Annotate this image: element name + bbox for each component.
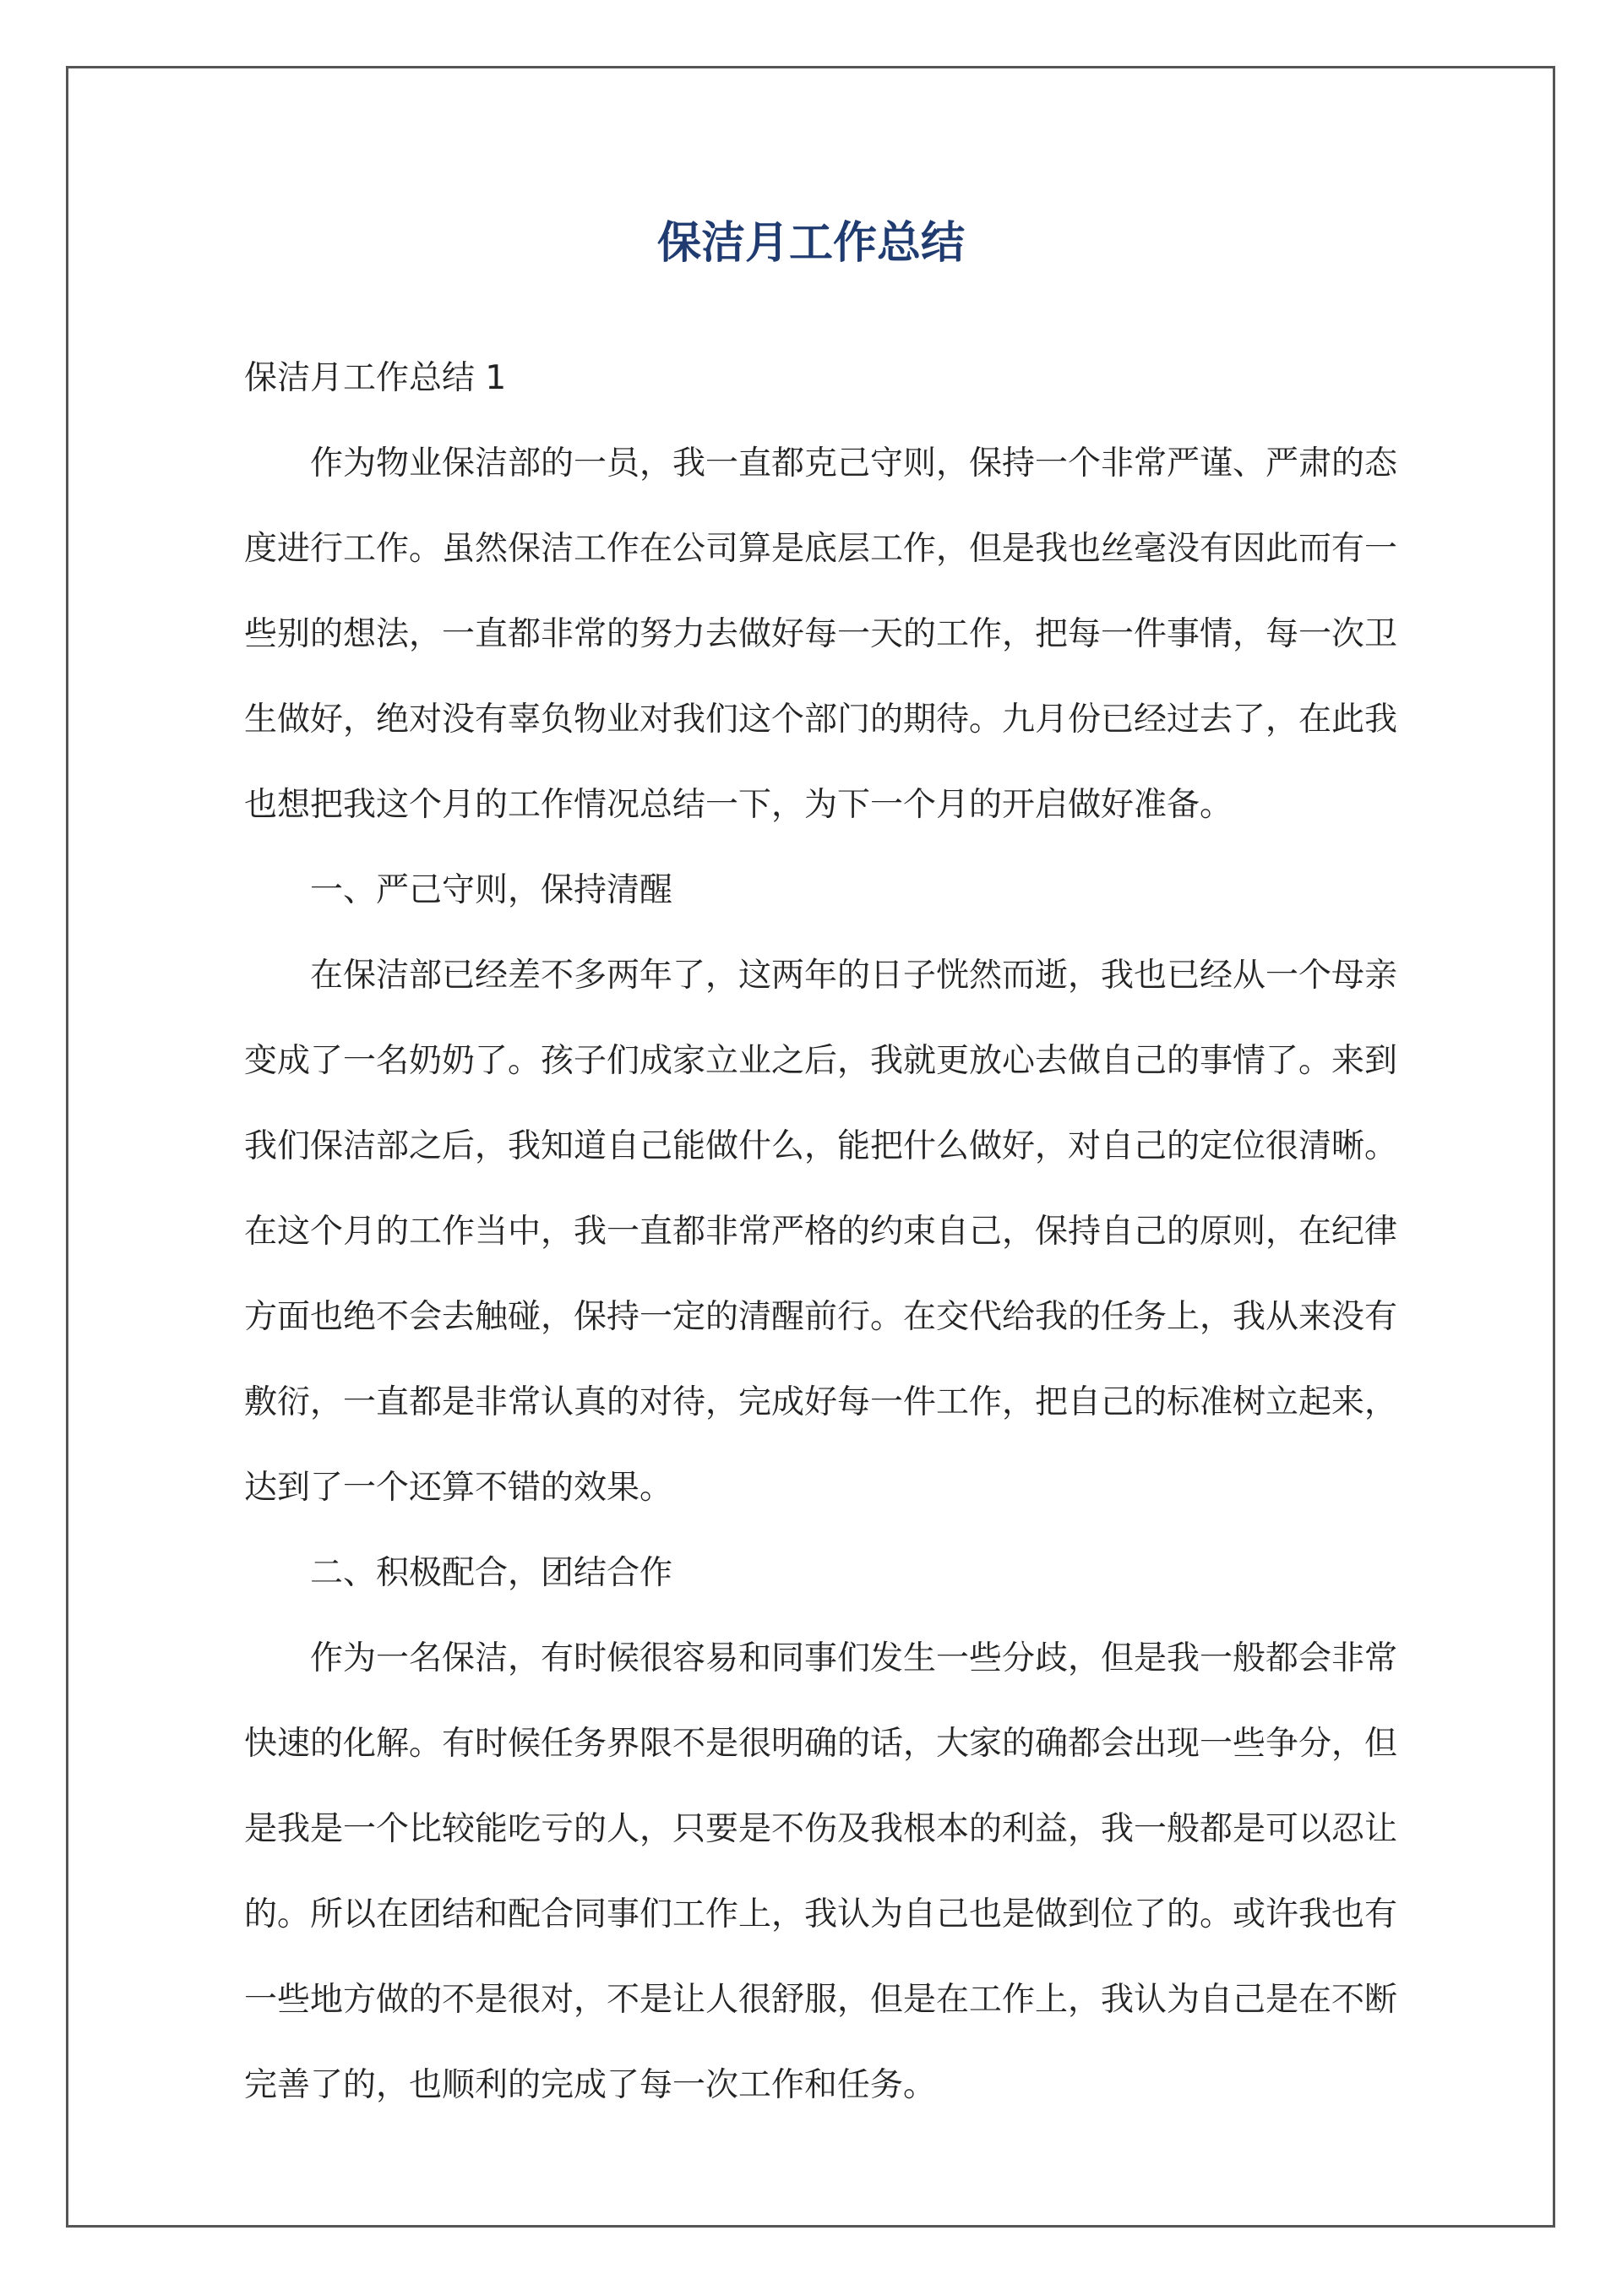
text-line: 一、严己守则，保持清醒 <box>310 871 673 909</box>
text-line: 敷衍，一直都是非常认真的对待，完成好每一件工作，把自己的标准树立起来， <box>244 1383 1398 1421</box>
text-line: 一些地方做的不是很对，不是让人很舒服，但是在工作上，我认为自己是在不断 <box>244 1981 1398 2019</box>
text-line: 的。所以在团结和配合同事们工作上，我认为自己也是做到位了的。或许我也有 <box>244 1895 1398 1933</box>
text-line: 方面也绝不会去触碰，保持一定的清醒前行。在交代给我的任务上，我从来没有 <box>244 1298 1398 1336</box>
text-line: 也想把我这个月的工作情况总结一下，为下一个月的开启做好准备。 <box>244 786 1233 824</box>
text-line: 保洁月工作总结 1 <box>244 359 507 397</box>
text-line: 我们保洁部之后，我知道自己能做什么，能把什么做好，对自己的定位很清晰。 <box>244 1127 1398 1165</box>
text-line: 作为一名保洁，有时候很容易和同事们发生一些分歧，但是我一般都会非常 <box>310 1639 1398 1677</box>
text-line: 在这个月的工作当中，我一直都非常严格的约束自己，保持自己的原则，在纪律 <box>244 1213 1398 1251</box>
text-line: 二、积极配合，团结合作 <box>310 1554 673 1592</box>
text-line: 达到了一个还算不错的效果。 <box>244 1469 673 1507</box>
text-line: 作为物业保洁部的一员，我一直都克己守则，保持一个非常严谨、严肃的态 <box>310 444 1398 483</box>
document-body <box>244 335 1398 2128</box>
text-line: 完善了的，也顺利的完成了每一次工作和任务。 <box>244 2066 937 2104</box>
text-line: 些别的想法，一直都非常的努力去做好每一天的工作，把每一件事情，每一次卫 <box>244 615 1398 653</box>
document-title: 保洁月工作总结 <box>656 218 965 269</box>
text-line: 变成了一名奶奶了。孩子们成家立业之后，我就更放心去做自己的事情了。来到 <box>244 1042 1398 1080</box>
text-line: 度进行工作。虽然保洁工作在公司算是底层工作，但是我也丝毫没有因此而有一 <box>244 530 1398 568</box>
text-line: 快速的化解。有时候任务界限不是很明确的话，大家的确都会出现一些争分，但 <box>244 1725 1398 1763</box>
text-line: 在保洁部已经差不多两年了，这两年的日子恍然而逝，我也已经从一个母亲 <box>310 957 1398 995</box>
text-line: 是我是一个比较能吃亏的人，只要是不伤及我根本的利益，我一般都是可以忍让 <box>244 1810 1398 1848</box>
text-line: 生做好，绝对没有辜负物业对我们这个部门的期待。九月份已经过去了，在此我 <box>244 701 1398 739</box>
